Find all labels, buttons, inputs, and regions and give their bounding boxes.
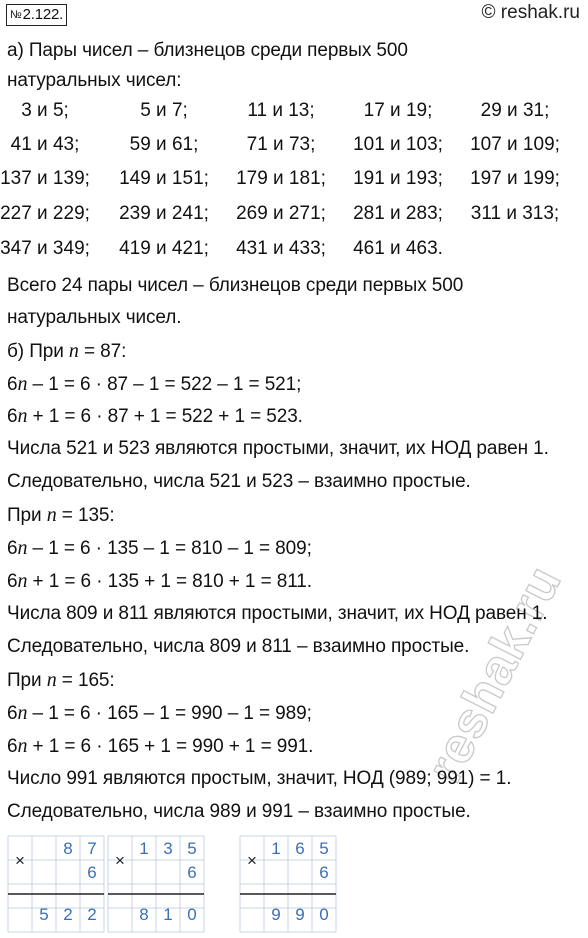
case-165-header: При n = 165: — [7, 669, 115, 691]
multiplicand-digit: 8 — [63, 839, 73, 858]
case-135-statement: Числа 809 и 811 являются простыми, значит, их НОД равен 1. — [7, 603, 548, 624]
twin-pair: 5 и 7; — [140, 100, 188, 121]
multiply-sign: × — [247, 851, 257, 870]
multiplier-digit: 6 — [187, 863, 197, 882]
part-a-intro-line-2: натуральных чисел: — [7, 70, 182, 91]
twin-pair: 101 и 103; — [353, 134, 443, 155]
multiplier-digit: 6 — [87, 863, 97, 882]
twin-pair: 461 и 463. — [353, 238, 443, 259]
reshak-watermark: reshak.ru — [415, 556, 573, 791]
twin-pair: 179 и 181; — [236, 168, 326, 189]
twin-pair: 29 и 31; — [480, 100, 550, 121]
product-digit: 2 — [63, 905, 73, 924]
twin-pair: 71 и 73; — [246, 134, 316, 155]
twin-pair: 59 и 61; — [129, 134, 199, 155]
product-digit: 9 — [295, 905, 305, 924]
twin-pair: 347 и 349; — [0, 238, 90, 259]
case-87-statement: Числа 521 и 523 являются простыми, значит, их НОД равен 1. — [7, 438, 549, 459]
product-digit: 0 — [319, 905, 329, 924]
product-digit: 0 — [187, 905, 197, 924]
twin-pair: 227 и 229; — [0, 203, 90, 224]
number-sign: № — [10, 9, 22, 21]
twin-pair: 17 и 19; — [363, 100, 433, 121]
twin-pair: 431 и 433; — [236, 238, 326, 259]
twin-pair: 311 и 313; — [470, 203, 560, 224]
case-165-calc-minus: 6n – 1 = 6 · 165 – 1 = 990 – 1 = 989; — [7, 702, 312, 724]
multiply-sign: × — [15, 851, 25, 870]
twin-pair: 419 и 421; — [119, 238, 209, 259]
multiplicand-digit: 5 — [187, 839, 197, 858]
part-a-total-line-2: натуральных чисел. — [7, 307, 182, 328]
twin-pair: 269 и 271; — [236, 203, 326, 224]
twin-pair: 281 и 283; — [353, 203, 443, 224]
case-135-conclusion: Следовательно, числа 809 и 811 – взаимно простые. — [7, 636, 470, 657]
twin-pair: 239 и 241; — [119, 203, 209, 224]
twin-pair: 191 и 193; — [353, 168, 443, 189]
multiplicand-digit: 1 — [139, 839, 149, 858]
case-135-calc-minus: 6n – 1 = 6 · 135 – 1 = 810 – 1 = 809; — [7, 537, 312, 559]
column-multiplication-165 — [240, 836, 352, 934]
multiplicand-digit: 7 — [87, 839, 97, 858]
twin-pair: 197 и 199; — [470, 168, 560, 189]
case-87-conclusion: Следовательно, числа 521 и 523 – взаимно простые. — [7, 471, 471, 492]
twin-pair: 3 и 5; — [21, 100, 69, 121]
case-135-header: При n = 135: — [7, 504, 115, 526]
twin-pair: 11 и 13; — [247, 100, 315, 121]
case-165-statement: Число 991 являются простым, значит, НОД (989; 991) = 1. — [7, 768, 512, 789]
multiply-sign: × — [115, 851, 125, 870]
multiplicand-digit: 3 — [163, 839, 173, 858]
case-165-calc-plus: 6n + 1 = 6 · 165 + 1 = 990 + 1 = 991. — [7, 735, 314, 757]
twin-pair: 149 и 151; — [119, 168, 209, 189]
part-a-total-line-1: Всего 24 пары чисел – близнецов среди первых 500 — [7, 275, 464, 296]
case-165-conclusion: Следовательно, числа 989 и 991 – взаимно простые. — [7, 801, 471, 822]
part-a-intro-line-1: а) Пары чисел – близнецов среди первых 500 — [7, 40, 408, 61]
multiplier-digit: 6 — [319, 863, 329, 882]
case-87-header: б) При n = 87: — [7, 340, 127, 362]
product-digit: 1 — [163, 905, 173, 924]
product-digit: 5 — [39, 905, 49, 924]
multiplicand-digit: 5 — [319, 839, 329, 858]
case-87-calc-plus: 6n + 1 = 6 · 87 + 1 = 522 + 1 = 523. — [7, 405, 303, 427]
product-digit: 8 — [139, 905, 149, 924]
column-multiplication-135 — [108, 836, 220, 934]
product-digit: 9 — [271, 905, 281, 924]
twin-pair: 137 и 139; — [0, 168, 90, 189]
multiplicand-digit: 1 — [271, 839, 281, 858]
twin-pair: 107 и 109; — [470, 134, 560, 155]
twin-pair: 41 и 43; — [10, 134, 80, 155]
product-digit: 2 — [87, 905, 97, 924]
problem-number-box — [6, 4, 67, 26]
case-87-calc-minus: 6n – 1 = 6 · 87 – 1 = 522 – 1 = 521; — [7, 373, 302, 395]
multiplicand-digit: 6 — [295, 839, 305, 858]
problem-number: 2.122. — [22, 6, 64, 23]
case-135-calc-plus: 6n + 1 = 6 · 135 + 1 = 810 + 1 = 811. — [7, 570, 312, 592]
site-copyright: © reshak.ru — [481, 2, 580, 23]
column-multiplication-87 — [8, 836, 96, 934]
